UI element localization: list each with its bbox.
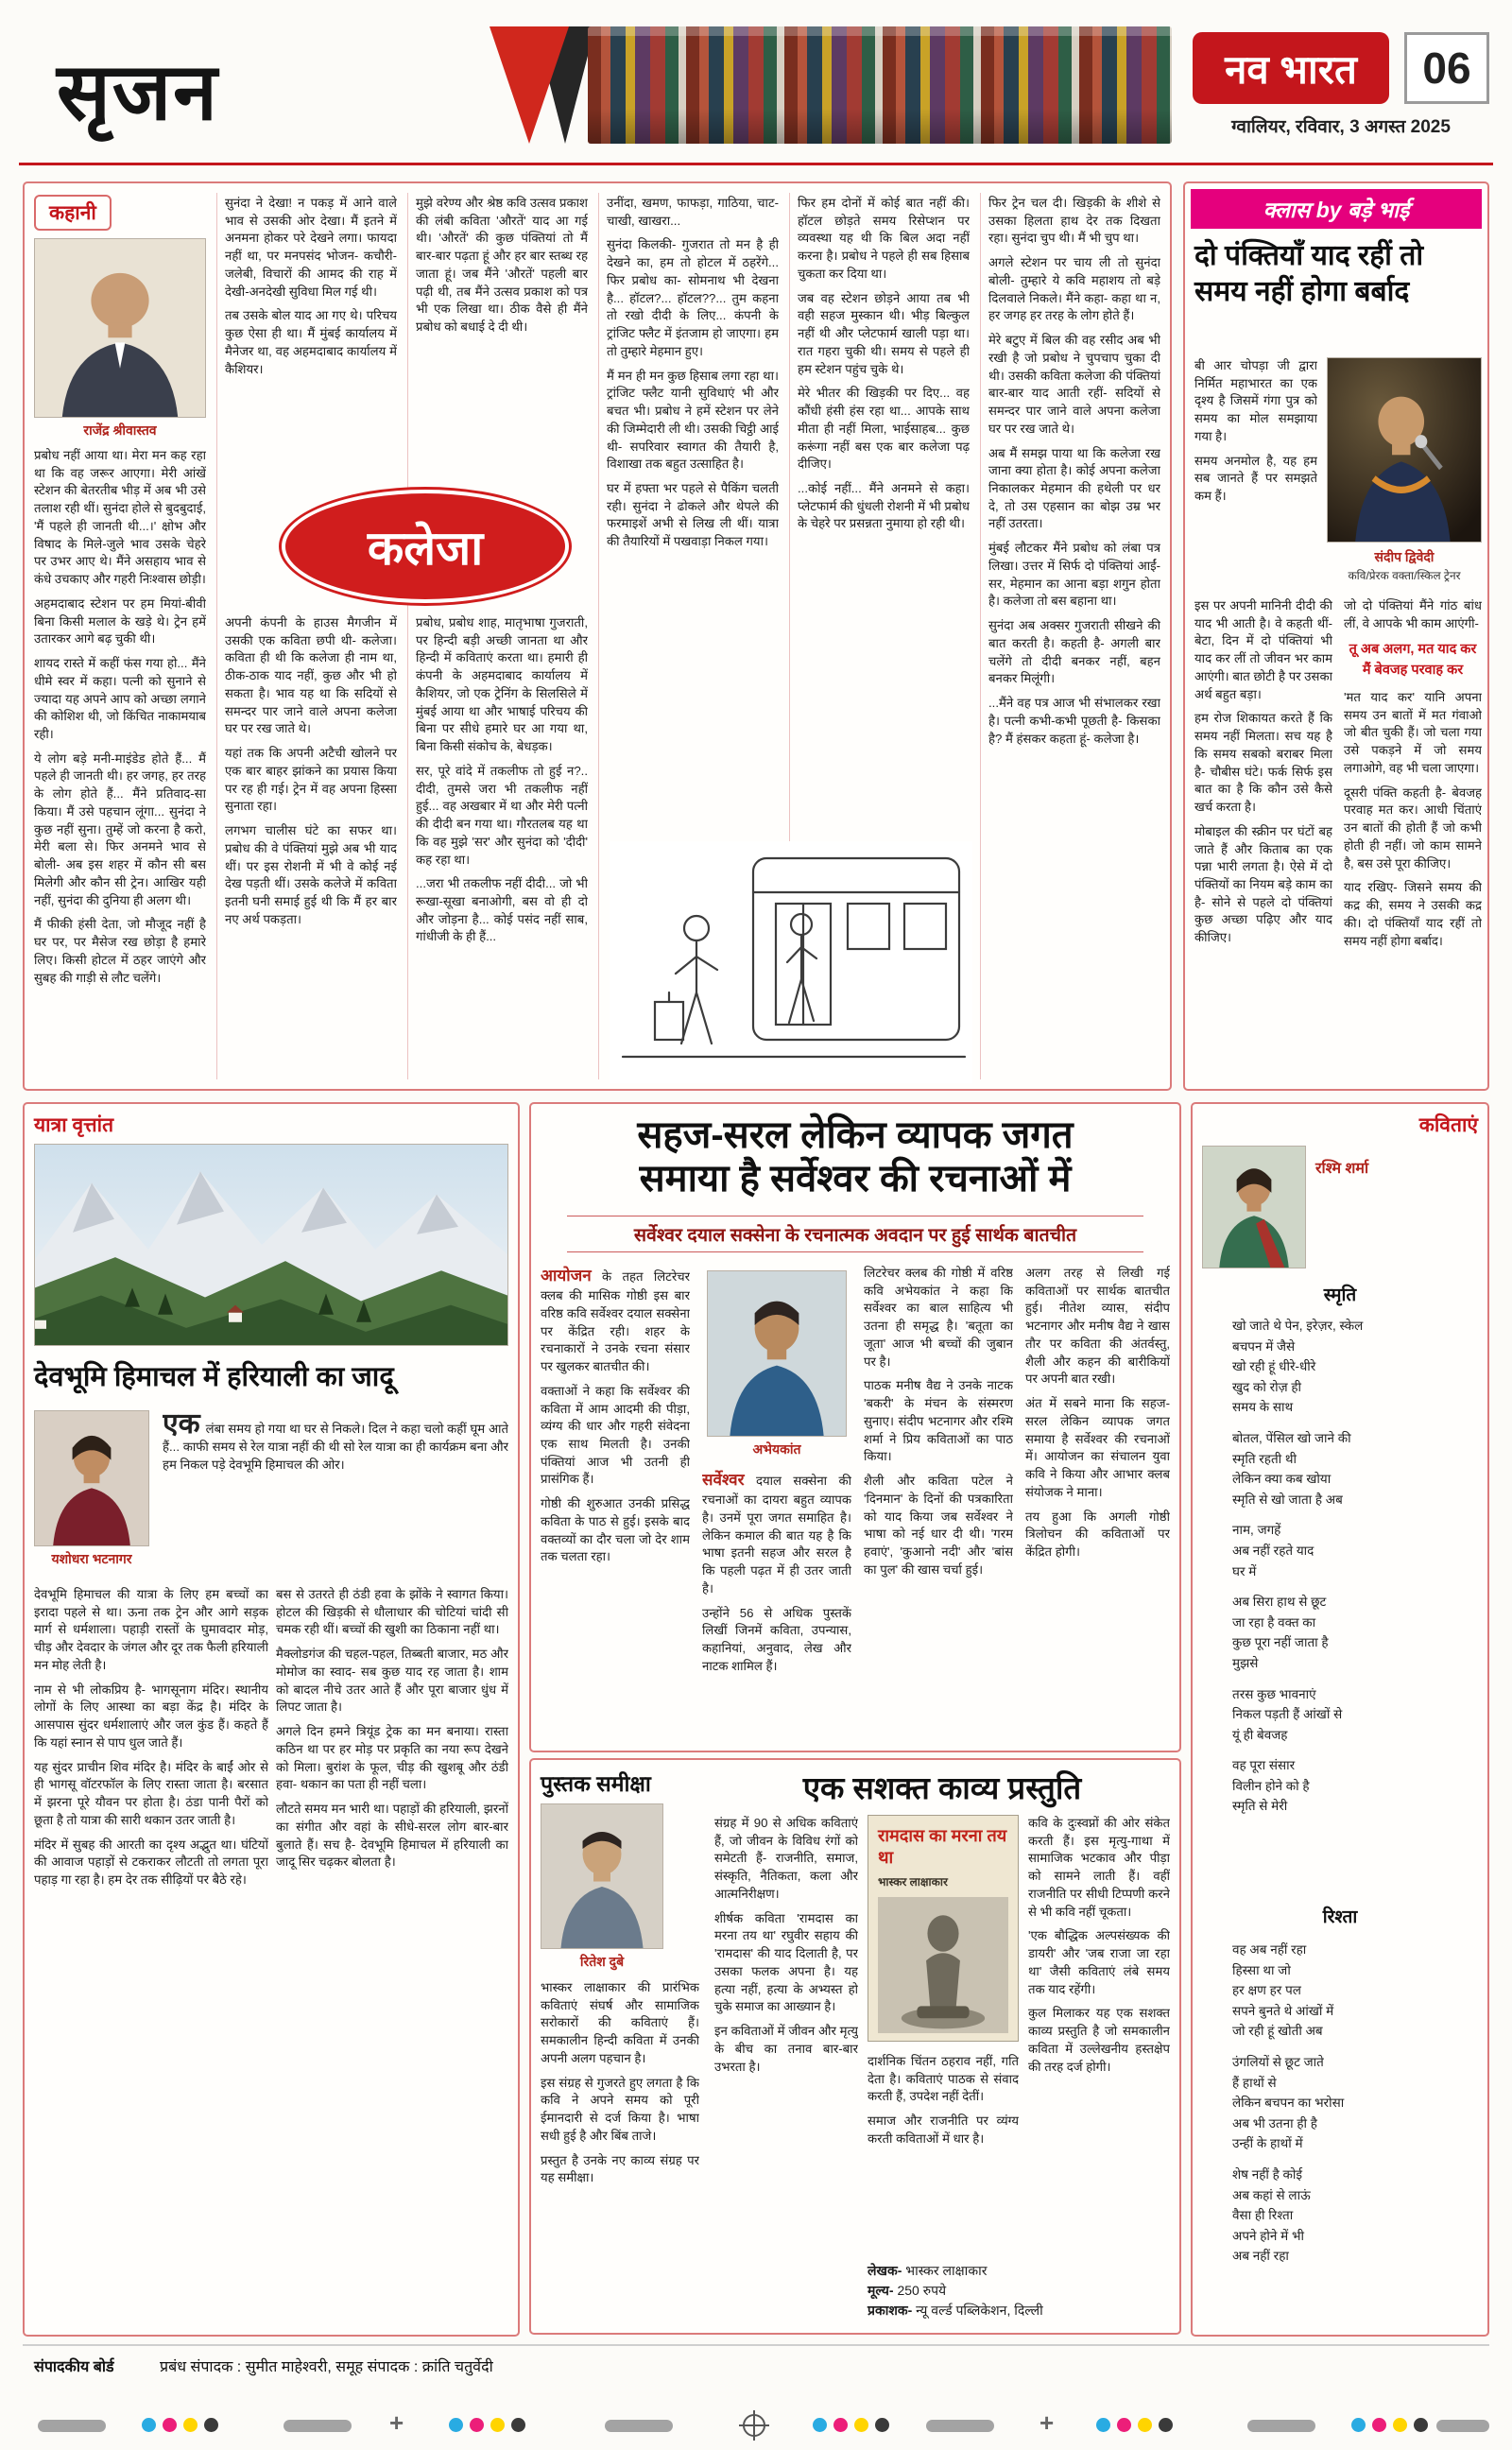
story-author-photo xyxy=(34,238,206,418)
train-sketch-illustration xyxy=(610,841,972,1083)
editors-text: प्रबंध संपादक : सुमीत माहेश्वरी, समूह संपादक : क्रांति चतुर्वेदी xyxy=(160,2359,493,2375)
black-dot xyxy=(1414,2418,1428,2432)
cyan-dot xyxy=(813,2418,827,2432)
editorial-board-line xyxy=(34,2355,493,2376)
book-cover-author: भास्कर लाक्षाकार xyxy=(878,1874,948,1889)
registration-target-icon xyxy=(739,2410,769,2441)
reviewer-name: रितेश दुबे xyxy=(579,1954,625,1969)
class-text-right: जो दो पंक्तियां मैंने गांठ बांध लीं, वे आपके भी काम आएंगी- तू अब अलग, मत याद कर मैं बेवजह परवाह कर 'मत याद कर' यानि अपना समय उन बातों में मत गंवाओ जो बीत चुकी हैं। जो चला गया उसे पकड़ने में जो समय लगाओगे, वह भी चला जाएगा। दूसरी पंक्ति कहती है- बेवजह परवाह मत कर। आधी चिंताएं उन बातों की होती हैं जो कभी होती ही नहीं। जो काम सामने है, बस उसे पूरा कीजिए। याद रखिए- जिसने समय की कद्र की, समय ने उसकी कद्र की। दो पंक्तियाँ याद रहीं तो समय नहीं होगा बर्बाद। xyxy=(1344,598,1482,948)
story-column-1 xyxy=(34,195,206,1081)
story-col3-top-text: मुझे वरेण्य और श्रेष्ठ कवि उत्सव प्रकाश की लंबी कविता 'औरतें' याद आ गई थी। 'औरतें' की कुछ पंक्तियां तो मैं बार-बार पढ़ता हूं और हर बार स्तब्ध रह जाता हूं। जब मैंने 'औरतें' पहली बार पढ़ी थी, तब मैंने उत्सव प्रकाश को पत्र भी एक लिखा था। ठीक वैसे ही मैंने प्रबोध को बधाई दे दी थी। xyxy=(416,196,588,335)
yellow-dot xyxy=(1138,2418,1152,2432)
class-intro-text: बी आर चोपड़ा जी द्वारा निर्मित महाभारत का एक दृश्य है जिसमें गंगा पुत्र को समय का मोल समझाया गया है। समय अनमोल है, यह हम सब जानते हैं पर समझते कम हैं। xyxy=(1194,358,1317,504)
review-headline: एक सशक्त काव्य प्रस्तुति xyxy=(802,1770,1082,1805)
registration-bar xyxy=(38,2420,106,2432)
yellow-dot xyxy=(854,2418,868,2432)
travel-text-left: देवभूमि हिमाचल की यात्रा के लिए हम बच्चों का इरादा पहले से था। ऊना तक ट्रेन और आगे सड़क मार्ग से धर्मशाला। पहाड़ी रास्तों के घुमावदार मोड़, चीड़ और देवदार के जंगल और दूर तक फैली हरियाली मन मोह लेती है। नाम से भी लोकप्रिय है- भागसूनाग मंदिर। स्थानीय लोगों के लिए आस्था का बड़ा केंद्र है। मंदिर के आसपास सुंदर धर्मशालाएं और जल कुंड हैं। कहते हैं कि यहां स्नान से पाप धुल जाते हैं। यह सुंदर प्राचीन शिव मंदिर है। मंदिर के बाईं ओर से ही भागसू वॉटरफॉल के लिए रास्ता जाता है। बरसात में झरना पूरे यौवन पर होता है। ठंडा पानी पैरों को छूता है तो यात्रा की सारी थकान उतर जाती है। मंदिर में सुबह की आरती का दृश्य अद्भुत था। घंटियों की आवाज पहाड़ों से टकराकर लौटती तो लगता पूरा पहाड़ गा रहा है। हम देर तक सीढ़ियों पर बैठे रहे। xyxy=(34,1587,268,1888)
story-col1-text: प्रबोध नहीं आया था। मेरा मन कह रहा था कि वह जरूर आएगा। मेरी आंखें स्टेशन की बेतरतीब भीड़ में अब भी उसे तलाश रही थीं। सुनंदा होले से बुदबुदाई, 'मैं पहले ही जानती थी...।' क्षोभ और विषाद के मिले-जुले भाव उसके चेहरे पर उभर आए थे। मैंने असहाय भाव से कंधे उचकाए और गहरी निःश्वास छोड़ी। अहमदाबाद स्टेशन पर हम मियां-बीवी बिना किसी मलाल के खड़े थे। ट्रेन हमें उतारकर आगे बढ़ चुकी थी। शायद रास्ते में कहीं फंस गया हो... मैंने धीमे स्वर में कहा। पत्नी को सुनाने से ज्यादा यह अपने आप को अच्छा लगाने की कोशिश थी, जो किंचित नाकामयाब रही। ये लोग बड़े मनी-माइंडेड होते हैं... मैं पहले ही जानती थी। हर जगह, हर तरह के लोग होते हैं... मैंने प्रतिवाद-सा किया। मैं उसे पहचान लूंगा... सुनंदा ने कुछ नहीं सुना। तुम्हें जो करना है करो, मेरी बला से। फिर अनमने भाव से बोली- अब इस शहर में कौन सी बस मिलेगी और कौन सी ट्रेन। आखिर यही नहीं, सुनंदा की दुनिया ही अलग थी। मैं फीकी हंसी देता, जो मौजूद नहीं है घर पर, पर मैसेज रख छोड़ा है हमारे लिए। किसी होटल में ठहर जाएंगे और सुबह की गाड़ी से लौट चलेंगे। xyxy=(34,448,206,985)
story-column-5 xyxy=(798,195,970,834)
story-col6-text: फिर ट्रेन चल दी। खिड़की के शीशे से उसका हिलता हाथ देर तक दिखता रहा। सुनंदा चुप थी। मैं भी चुप था। अगले स्टेशन पर चाय ली तो सुनंदा बोली- तुम्हारे ये कवि महाशय तो बड़े दिलवाले निकले। मैंने कहा- कहा था न, हर जगह हर तरह के लोग होते हैं। मेरे बटुए में बिल की वह रसीद अब भी रखी है जो प्रबोध ने चुपचाप चुका दी थी। उसकी कविता कलेजा की पंक्तियां बार-बार याद आती रहीं- सदियों से समन्दर पार जाने वाले अपना कलेजा घर पर रख जाते थे। अब मैं समझ पाया था कि कलेजा रख जाना क्या होता है। कोई अपना कलेजा निकालकर मेहमान की हथेली पर धर दे, तो उस एहसान का बोझ उम्र भर नहीं उतरता। मुंबई लौटकर मैंने प्रबोध को लंबा पत्र लिखा। उत्तर में सिर्फ दो पंक्तियां आईं- सर, मेहमान का आना बड़ा शगुन होता है। कलेजा तो बस बहाना था। सुनंदा अब अक्सर गुजराती सीखने की बात करती है। कहती है- अगली बार चलेंगे तो दीदी बनकर नहीं, बहन बनकर मिलूंगी। ...मैंने वह पत्र आज भी संभालकर रखा है। पत्नी कभी-कभी पूछती है- किसका है? मैं हंसकर कहता हूं- कलेजा है। xyxy=(988,196,1160,746)
seminar-subhead: सर्वेश्वर दयाल सक्सेना के रचनात्मक अवदान पर हुई सार्थक बातचीत xyxy=(567,1216,1143,1252)
poem2-title: रिश्ता xyxy=(1322,1907,1358,1927)
page-number: 06 xyxy=(1404,32,1489,104)
travel-lead: एक लंबा समय हो गया था घर से निकले। दिल ने कहा चलो कहीं घूम आते हैं... काफी समय से रेल यात्रा नहीं की थी सो रेल यात्रा का ही कार्यक्रम बना और हम निकल पड़े देवभूमि हिमाचल की ओर। xyxy=(163,1410,508,1472)
registration-bar xyxy=(605,2420,673,2432)
editorial-board-label: संपादकीय बोर्ड xyxy=(34,2359,114,2375)
crop-mark-plus: + xyxy=(1040,2408,1055,2437)
black-dot xyxy=(1159,2418,1173,2432)
yellow-dot xyxy=(490,2418,505,2432)
story-column-6 xyxy=(988,195,1160,1081)
class-author-name: संदीप द्विवेदी xyxy=(1374,549,1435,564)
class-author-role: कवि/प्रेरक वक्ता/स्किल ट्रेनर xyxy=(1348,569,1461,582)
newspaper-logo: नव भारत xyxy=(1193,32,1389,104)
travel-text-right: बस से उतरते ही ठंडी हवा के झोंके ने स्वागत किया। होटल की खिड़की से धौलाधार की चोटियां चांदी सी चमक रही थीं। बच्चों की खुशी का ठिकाना नहीं था। मैक्लोडगंज की चहल-पहल, तिब्बती बाजार, मठ और मोमोज का स्वाद- सब कुछ याद रह जाता है। शाम को बादल नीचे उतर आते हैं और पूरा बाजार धुंध में लिपट जाता है। अगले दिन हमने त्रियूंड ट्रेक का मन बनाया। रास्ता कठिन था पर हर मोड़ पर प्रकृति का नया रूप देखने को मिला। बुरांश के फूल, चीड़ की खुशबू और ठंडी हवा- थकान का पता ही नहीं चला। लौटते समय मन भारी था। पहाड़ों की हरियाली, झरनों का संगीत और वहां के सीधे-सरल लोग बार-बार बुलाते हैं। सच है- देवभूमि हिमाचल में हरियाली का जादू सिर चढ़कर बोलता है। xyxy=(276,1587,508,1870)
cyan-dot xyxy=(449,2418,463,2432)
magenta-dot xyxy=(1372,2418,1386,2432)
cyan-dot xyxy=(1351,2418,1366,2432)
review-colC: कवि के दुःस्वप्नों की ओर संकेत करती हैं। इस मृत्यु-गाथा में सामाजिक भटकाव और पीड़ा को सामने लाती हैं। वहीं राजनीति पर सीधी टिप्पणी करने से भी कवि नहीं चूकता। 'एक बौद्धिक अल्पसंख्यक की डायरी' और 'जब राजा जा रहा था' जैसी कविताएं लंबे समय तक याद रहेंगी। कुल मिलाकर यह एक सशक्त काव्य प्रस्तुति है जो समकालीन कविता में उल्लेखनीय हस्तक्षेप की तरह दर्ज होगी। xyxy=(1028,1816,1170,2074)
seminar-photo-caption: अभेयकांत xyxy=(752,1441,801,1457)
bookshelf-photo xyxy=(588,26,1172,144)
review-colA: संग्रह में 90 से अधिक कविताएं हैं, जो जीवन के विविध रंगों को समेटती हैं- राजनीति, समाज, संस्कृति, नैतिकता, कला और आत्मनिरीक्षण। शीर्षक कविता 'रामदास का मरना तय था' रघुवीर सहाय की 'रामदास' की याद दिलाती है, पर उसका फलक अपना है। यह हत्या नहीं, हत्या के अभ्यस्त हो चुके समाज का आख्यान है। इन कविताओं में जीवन और मृत्यु के बीच का तनाव बार-बार उभरता है। xyxy=(714,1816,858,2074)
story-column-3 xyxy=(416,195,588,1081)
poem2-lines: वह अब नहीं रहा हिस्सा था जो हर क्षण हर पल सपने बुनते थे आंखों में जो रही हूं खोती अब उंगलियों से छूट जाते हैं हाथों से लेकिन बचपन का भरोसा अब भी उतना ही है उन्हीं के हाथों में शेष नहीं है कोई अब कहां से लाऊं वैसा ही रिश्ता अपने होने में भी अब नहीं रहा xyxy=(1232,1942,1345,2264)
magenta-dot xyxy=(833,2418,848,2432)
poet-name: रश्मि शर्मा xyxy=(1315,1161,1369,1177)
class-column-headline: दो पंक्तियाँ याद रहीं तो समय नहीं होगा बर्बाद xyxy=(1194,240,1424,308)
story-col5-text: फिर हम दोनों में कोई बात नहीं की। हॉटल छोड़ते समय रिसेप्शन पर व्यवस्था यह थी कि बिल अदा नहीं करना है। प्रबोध ने पहले ही सब हिसाब चुकता कर दिया था। जब वह स्टेशन छोड़ने आया तब भी वही सहज मुस्कान थी। भीड़ बिल्कुल नहीं थी और प्लेटफार्म खाली पड़ा था। रात गहरा चुकी थी। समय से पहले ही हम स्टेशन पहुंच चुके थे। मेरे भीतर की खिड़की पर दिए... वह कौंधी हंसी हंस रहा था... आपके साथ मीता ही नहीं मिला, भाईसाहब... कुछ करूंगा नहीं बस एक बार कलेजा पढ़ दीजिए। ...कोई नहीं... मैंने अनमने से कहा। प्लेटफार्म की धुंधली रोशनी में भी प्रबोध के चेहरे पर प्रसन्नता नुमाया हो रही थी। xyxy=(798,196,970,531)
footer-rule xyxy=(23,2344,1489,2346)
mountain-landscape-photo xyxy=(34,1144,508,1346)
travel-kicker: यात्रा वृत्तांत xyxy=(34,1114,114,1136)
seminar-col2: सर्वेश्वर दयाल सक्सेना की रचनाओं का दायरा बहुत व्यापक है। उनमें पूरा जगत समाहित है। लेकिन कमाल की बात यह है कि भाषा इतनी सहज और सरल है कि पहली पढ़त में ही उतर जाती है। उन्होंने 56 से अधिक पुस्तकें लिखीं जिनमें कविता, उपन्यास, कहानियां, अनुवाद, लेख और नाटक शामिल हैं। xyxy=(702,1471,851,1673)
review-kicker: पुस्तक समीक्षा xyxy=(541,1771,651,1796)
story-col2-bottom-text: अपनी कंपनी के हाउस मैगजीन में उसकी एक कविता छपी थी- कलेजा। कविता ही थी कि कलेजा ही नाम था, ठीक-ठाक याद नहीं, कुछ और भी हो सकता है। भाव यह था कि सदियों से समन्दर पार जाने वाले अपना कलेजा घर पर रख जाते थे। यहां तक कि अपनी अटैची खोलने पर एक बार बाहर झांकने का प्रयास किया पर रह ही गई। ट्रेन में वह अपना हिस्सा सुनाता रहा। लगभग चालीस घंटे का सफर था। प्रबोध की वे पंक्तियां मुझे अब भी याद थीं। पर इस रोशनी में भी वे कोई नई देख पड़ती थीं। उसके कलेजे में कविता इतनी घनी समाई हुई थी कि मैं हर बार नए अर्थ पकड़ता। xyxy=(225,615,397,926)
book-cover xyxy=(868,1815,1019,2042)
poems-kicker: कविताएं xyxy=(1418,1114,1478,1136)
black-dot xyxy=(875,2418,889,2432)
registration-bar xyxy=(284,2420,352,2432)
header-rule xyxy=(19,163,1493,165)
story-column-4 xyxy=(607,195,779,834)
poet-photo xyxy=(1202,1146,1306,1268)
reviewer-photo xyxy=(541,1803,663,1949)
seminar-col1: आयोजन के तहत लिटरेचर क्लब की मासिक गोष्ठी इस बार वरिष्ठ कवि सर्वेश्वर दयाल सक्सेना पर केंद्रित रही। शहर के रचनाकारों ने उनके रचना संसार पर खुलकर बातचीत की। वक्ताओं ने कहा कि सर्वेश्वर की कविता में आम आदमी की पीड़ा, व्यंग्य की धार और गहरी संवेदना एक साथ मिलती है। उनकी पंक्तियां आज भी उतनी ही प्रासंगिक हैं। गोष्ठी की शुरुआत उनकी प्रसिद्ध कविता के पाठ से हुई। इसके बाद वक्तव्यों का दौर चला जो देर शाम तक चलता रहा। xyxy=(541,1267,690,1564)
book-cover-title: रामदास का मरना तय था xyxy=(878,1826,1007,1868)
cyan-dot xyxy=(142,2418,156,2432)
story-col2-top-text: सुनंदा ने देखा! न पकड़ में आने वाले भाव से उसकी ओर देखा। मैं इतने में अनमना होकर परे देखने लगा। फायदा नहीं था, पर मनपसंद भोजन- कचौरी-जलेबी, विचारों की आमद की राह में देखी-अनदेखी सुविधा मिल गई थी। तब उसके बोल याद आ गए थे। परिचय कुछ ऐसा ही था। मैं मुंबई कार्यालय में मैनेजर था, वह अहमदाबाद कार्यालय में कैशियर। xyxy=(225,196,397,376)
travel-headline: देवभूमि हिमाचल में हरियाली का जादू xyxy=(34,1362,394,1392)
story-col3-bottom-text: प्रबोध, प्रबोध शाह, मातृभाषा गुजराती, पर हिन्दी बड़ी अच्छी जानता था और हिन्दी में कविताएं करता था। हमारी ही कंपनी के अहमदाबाद कार्यालय में कैशियर, जो एक ट्रेनिंग के सिलसिले में मुंबई आया था और भाषाई परिचय की बिना पर सीधे हमारे घर आ गया था, बिना किसी संकोच के, बेधड़क। सर, पूरे वांदे में तकलीफ तो हुई न?.. दीदी, तुमसे जरा भी तकलीफ नहीं हुई... वह अखबार में था और मेरी पत्नी की दीदी बन गया था। गौरतलब यह था कि वह मुझे 'सर' और सुनंदा को 'दीदी' कह रहा था। ...जरा भी तकलीफ नहीं दीदी... जो भी रूखा-सूखा बनाओगी, बस वो ही दो और जोड़ना है... कोई पसंद नहीं साब, गांधीजी के ही हैं... xyxy=(416,615,588,944)
yellow-dot xyxy=(183,2418,198,2432)
travel-drop-word: एक xyxy=(163,1410,200,1440)
seminar-col3: लिटरेचर क्लब की गोष्ठी में वरिष्ठ कवि अभेयकांत ने कहा कि सर्वेश्वर का बाल साहित्य भी उतना ही समृद्ध है। 'बतूता का जूता' आज भी बच्चों की जुबान पर है। पाठक मनीष वैद्य ने उनके नाटक 'बकरी' के मंचन के संस्मरण सुनाए। संदीप भटनागर और रश्मि शर्मा ने प्रिय कविताओं का पाठ किया। शैली और कविता पटेल ने 'दिनमान' के दिनों की पत्रकारिता को याद किया जब सर्वेश्वर ने भाषा को नई धार दी थी। 'गरम हवाएं', 'कुआनो नदी' और 'बांस का पुल' की खास चर्चा हुई। xyxy=(864,1266,1013,1577)
dateline: ग्वालियर, रविवार, 3 अगस्त 2025 xyxy=(1231,117,1451,137)
book-cover-statue-art xyxy=(878,1897,1008,2033)
section-title: सृजन xyxy=(57,47,219,136)
author-portrait-graphic xyxy=(35,239,205,417)
seminar-col4: अलग तरह से लिखी गई कविताओं पर सार्थक बातचीत हुई। नीतेश व्यास, संदीप भटनागर और मनीष वैद्य ने खास तौर पर कविता की अंतर्वस्तु, शैली और कहन की बारीकियों पर अपनी बात रखी। अंत में सबने माना कि सहज-सरल लेकिन व्यापक जगत समाया है सर्वेश्वर की रचनाओं में। आयोजन का संचालन युवा कवि ने किया और आभार क्लब संयोजक ने माना। तय हुआ कि अगली गोष्ठी त्रिलोचन की कविताओं पर केंद्रित होगी। xyxy=(1025,1266,1170,1560)
review-colB: दार्शनिक चिंतन ठहराव नहीं, गति देता है। कविताएं पाठक से संवाद करती हैं, उपदेश नहीं देतीं। समाज और राजनीति पर व्यंग्य करती कविताओं में धार है। xyxy=(868,2054,1019,2146)
travel-author-photo xyxy=(34,1410,149,1546)
story-column-2 xyxy=(225,195,397,1081)
seminar-label-sarveshwar: सर्वेश्वर xyxy=(702,1471,745,1489)
story-kicker: कहानी xyxy=(34,195,112,231)
class-column-kicker: क्लास by बड़े भाई xyxy=(1191,189,1482,229)
class-text-left: इस पर अपनी मानिनी दीदी की याद भी आती है। वे कहती थीं- बेटा, दिन में दो पंक्तियां भी याद कर लीं तो जीवन भर काम आएंगी। बात छोटी है पर उसका अर्थ बहुत बड़ा। हम रोज शिकायत करते हैं कि समय नहीं मिलता। सच यह है कि समय सबको बराबर मिला है- चौबीस घंटे। फर्क सिर्फ इस बात का है कि कौन उसे कैसे खर्च करता है। मोबाइल की स्क्रीन पर घंटों बह जाते हैं और किताब का एक पन्ना भारी लगता है। ऐसे में दो पंक्तियों का नियम बड़े काम का है- सोने से पहले दो पंक्तियां कुछ अच्छा पढ़िए और याद कीजिए। xyxy=(1194,598,1332,945)
registration-bar xyxy=(926,2420,994,2432)
cyan-dot xyxy=(1096,2418,1110,2432)
crop-mark-plus: + xyxy=(389,2408,404,2437)
story-title: कलेजा xyxy=(282,490,569,603)
story-author-name: राजेंद्र श्रीवास्तव xyxy=(83,423,157,438)
seminar-headline: सहज-सरल लेकिन व्यापक जगत समाया है सर्वेश्वर की रचनाओं में xyxy=(637,1114,1074,1199)
seminar-speaker-photo xyxy=(707,1270,847,1437)
travel-author-name: यशोधरा भटनागर xyxy=(51,1551,132,1566)
class-author-photo xyxy=(1327,357,1482,543)
seminar-label-aayojan: आयोजन xyxy=(541,1267,592,1285)
yellow-dot xyxy=(1393,2418,1407,2432)
magenta-dot xyxy=(1117,2418,1131,2432)
black-dot xyxy=(204,2418,218,2432)
registration-bar xyxy=(1436,2420,1489,2432)
magenta-dot xyxy=(163,2418,177,2432)
magenta-dot xyxy=(470,2418,484,2432)
black-dot xyxy=(511,2418,525,2432)
poem1-title: स्मृति xyxy=(1323,1285,1357,1305)
book-details: लेखक- भास्कर लाक्षाकार मूल्य- 250 रुपये प्रकाशक- न्यू वर्ल्ड पब्लिकेशन, दिल्ली xyxy=(868,2263,1043,2318)
registration-bar xyxy=(1247,2420,1315,2432)
poem1-lines: खो जाते थे पेन, इरेज़र, स्केल बचपन में जैसे खो रही हूं धीरे-धीरे खुद को रोज़ ही समय के साथ बोतल, पेंसिल खो जाने की स्मृति रहती थी लेकिन क्या कब खोया स्मृति से खो जाता है अब नाम, जगहें अब नहीं रहते याद घर में अब सिरा हाथ से छूट जा रहा है वक्त का कुछ पूरा नहीं जाता है मुझसे तरस कुछ भावनाएं निकल पड़ती हैं आंखों से यूं ही बेवजह वह पूरा संसार विलीन होने को है स्मृति से मेरी xyxy=(1232,1319,1364,1814)
class-quote: तू अब अलग, मत याद कर मैं बेवजह परवाह कर xyxy=(1349,642,1477,679)
review-left-text: भास्कर लाक्षाकार की प्रारंभिक कविताएं संघर्ष और सामाजिक सरोकारों की कविताएं हैं। समकालीन हिन्दी कविता में उनकी अपनी अलग पहचान है। इस संग्रह से गुजरते हुए लगता है कि कवि ने अपने समय को पूरी ईमानदारी से दर्ज किया है। भाषा सधी हुई है और बिंब ताजे। प्रस्तुत है उनके नए काव्य संग्रह पर यह समीक्षा। xyxy=(541,1980,699,2185)
story-col4-text: उनींदा, खमण, फाफड़ा, गाठिया, चाट-चाखी, खाखरा... सुनंदा किलकी- गुजरात तो मन है ही देखने का, हम तो होटल में ठहरेंगे... फिर प्रबोध का- सोमनाथ भी देखना है... हॉटल?... हॉटल??... तुम कहना तो रखो दीदी के लिए... कंपनी के ट्रांजिट फ्लैट में इंतजाम हो जाएगा। हम तो तुम्हारे मेहमान हुए। मैं मन ही मन कुछ हिसाब लगा रहा था। ट्रांजिट फ्लैट यानी सुविधाएं भी और बचत भी। प्रबोध ने हमें स्टेशन पर लेने की जिम्मेदारी ली थी। उसकी चिट्ठी आई थी- सपरिवार स्वागत की तैयारी है, विशाखा तक बहुत उत्साहित है। घर में हफ्ता भर पहले से पैकिंग चलती रही। सुनंदा ने ढोकले और थेपले की फरमाइशें अभी से लिख ली थीं। यात्रा की तैयारियों में पखवाड़ा निकल गया। xyxy=(607,196,779,549)
